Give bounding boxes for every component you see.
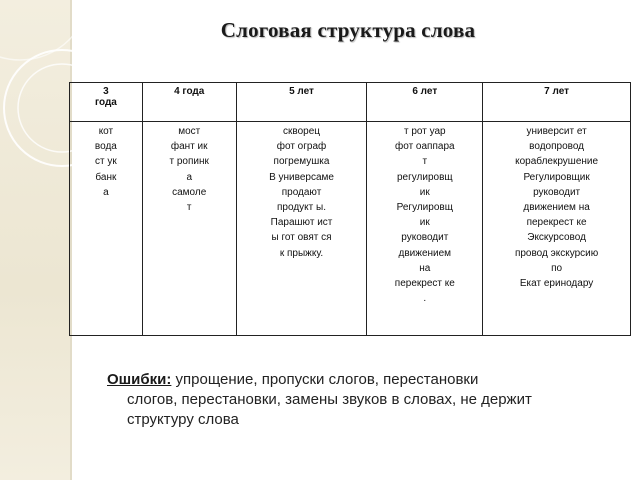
word: вода xyxy=(94,141,117,153)
word: руководит xyxy=(533,186,581,198)
word: руководит xyxy=(401,232,449,244)
words-age-4 xyxy=(142,122,236,336)
word: мост xyxy=(178,126,201,137)
word: Регулировщ xyxy=(396,202,453,214)
word: движением на xyxy=(523,202,590,214)
word: провод экскурсию xyxy=(514,247,599,259)
word: . xyxy=(423,293,427,305)
errors-note xyxy=(107,370,577,430)
words-age-5 xyxy=(236,122,367,336)
page-title: Слоговая структура слова xyxy=(220,18,476,42)
words-age-6 xyxy=(367,122,483,336)
word: Регулировщик xyxy=(523,171,590,183)
word: продукт ы. xyxy=(277,202,326,214)
word: кораблекрушение xyxy=(515,156,599,168)
words-age-7 xyxy=(483,122,631,336)
header-age-4: 4 года xyxy=(142,83,236,122)
syllable-table xyxy=(69,82,631,336)
errors-label: Ошибки: xyxy=(107,371,172,388)
word: т рот уар xyxy=(403,126,446,137)
word: движением xyxy=(398,247,452,259)
word: водопровод xyxy=(529,141,585,153)
word: фант ик xyxy=(170,141,208,153)
header-age-5: 5 лет xyxy=(236,83,367,122)
word: продают xyxy=(281,186,322,198)
words-age-3 xyxy=(70,122,143,336)
word: по xyxy=(551,262,563,274)
word: ст ук xyxy=(95,156,117,168)
word: ы гот овят ся xyxy=(271,232,332,244)
word: кот xyxy=(98,126,114,137)
word: а xyxy=(186,171,192,183)
word: В универсаме xyxy=(269,171,334,183)
word: на xyxy=(419,262,431,274)
header-age-7: 7 лет xyxy=(483,83,631,122)
table-header-row xyxy=(70,83,631,122)
word: т xyxy=(422,156,428,168)
word: к прыжку. xyxy=(279,247,324,259)
word: регулировщ xyxy=(396,171,453,183)
errors-text-line3: структуру слова xyxy=(127,411,239,428)
word: перекрест ке xyxy=(394,278,455,290)
word: фот оаппара xyxy=(395,141,455,153)
word: университ ет xyxy=(526,126,587,137)
errors-text-line1: упрощение, пропуски слогов, перестановки xyxy=(171,371,479,388)
word: т xyxy=(186,202,192,214)
word: фот ограф xyxy=(276,141,327,153)
word: Экскурсовод xyxy=(527,232,586,244)
header-age-3: 3 года xyxy=(70,83,143,122)
word: погремушка xyxy=(273,156,330,168)
word: т ропинк xyxy=(169,156,209,168)
word: скворец xyxy=(283,126,320,137)
word: банк xyxy=(95,171,117,183)
word: Парашют ист xyxy=(270,217,333,229)
errors-text-line2: слогов, перестановки, замены звуков в словах, не держит xyxy=(127,391,532,408)
word: самоле xyxy=(172,186,207,198)
word: а xyxy=(103,186,109,198)
word: ик xyxy=(419,186,430,198)
word: ик xyxy=(419,217,430,229)
table-row xyxy=(70,122,631,336)
word: перекрест ке xyxy=(526,217,587,229)
header-age-6: 6 лет xyxy=(367,83,483,122)
word: Екат еринодару xyxy=(519,278,594,290)
